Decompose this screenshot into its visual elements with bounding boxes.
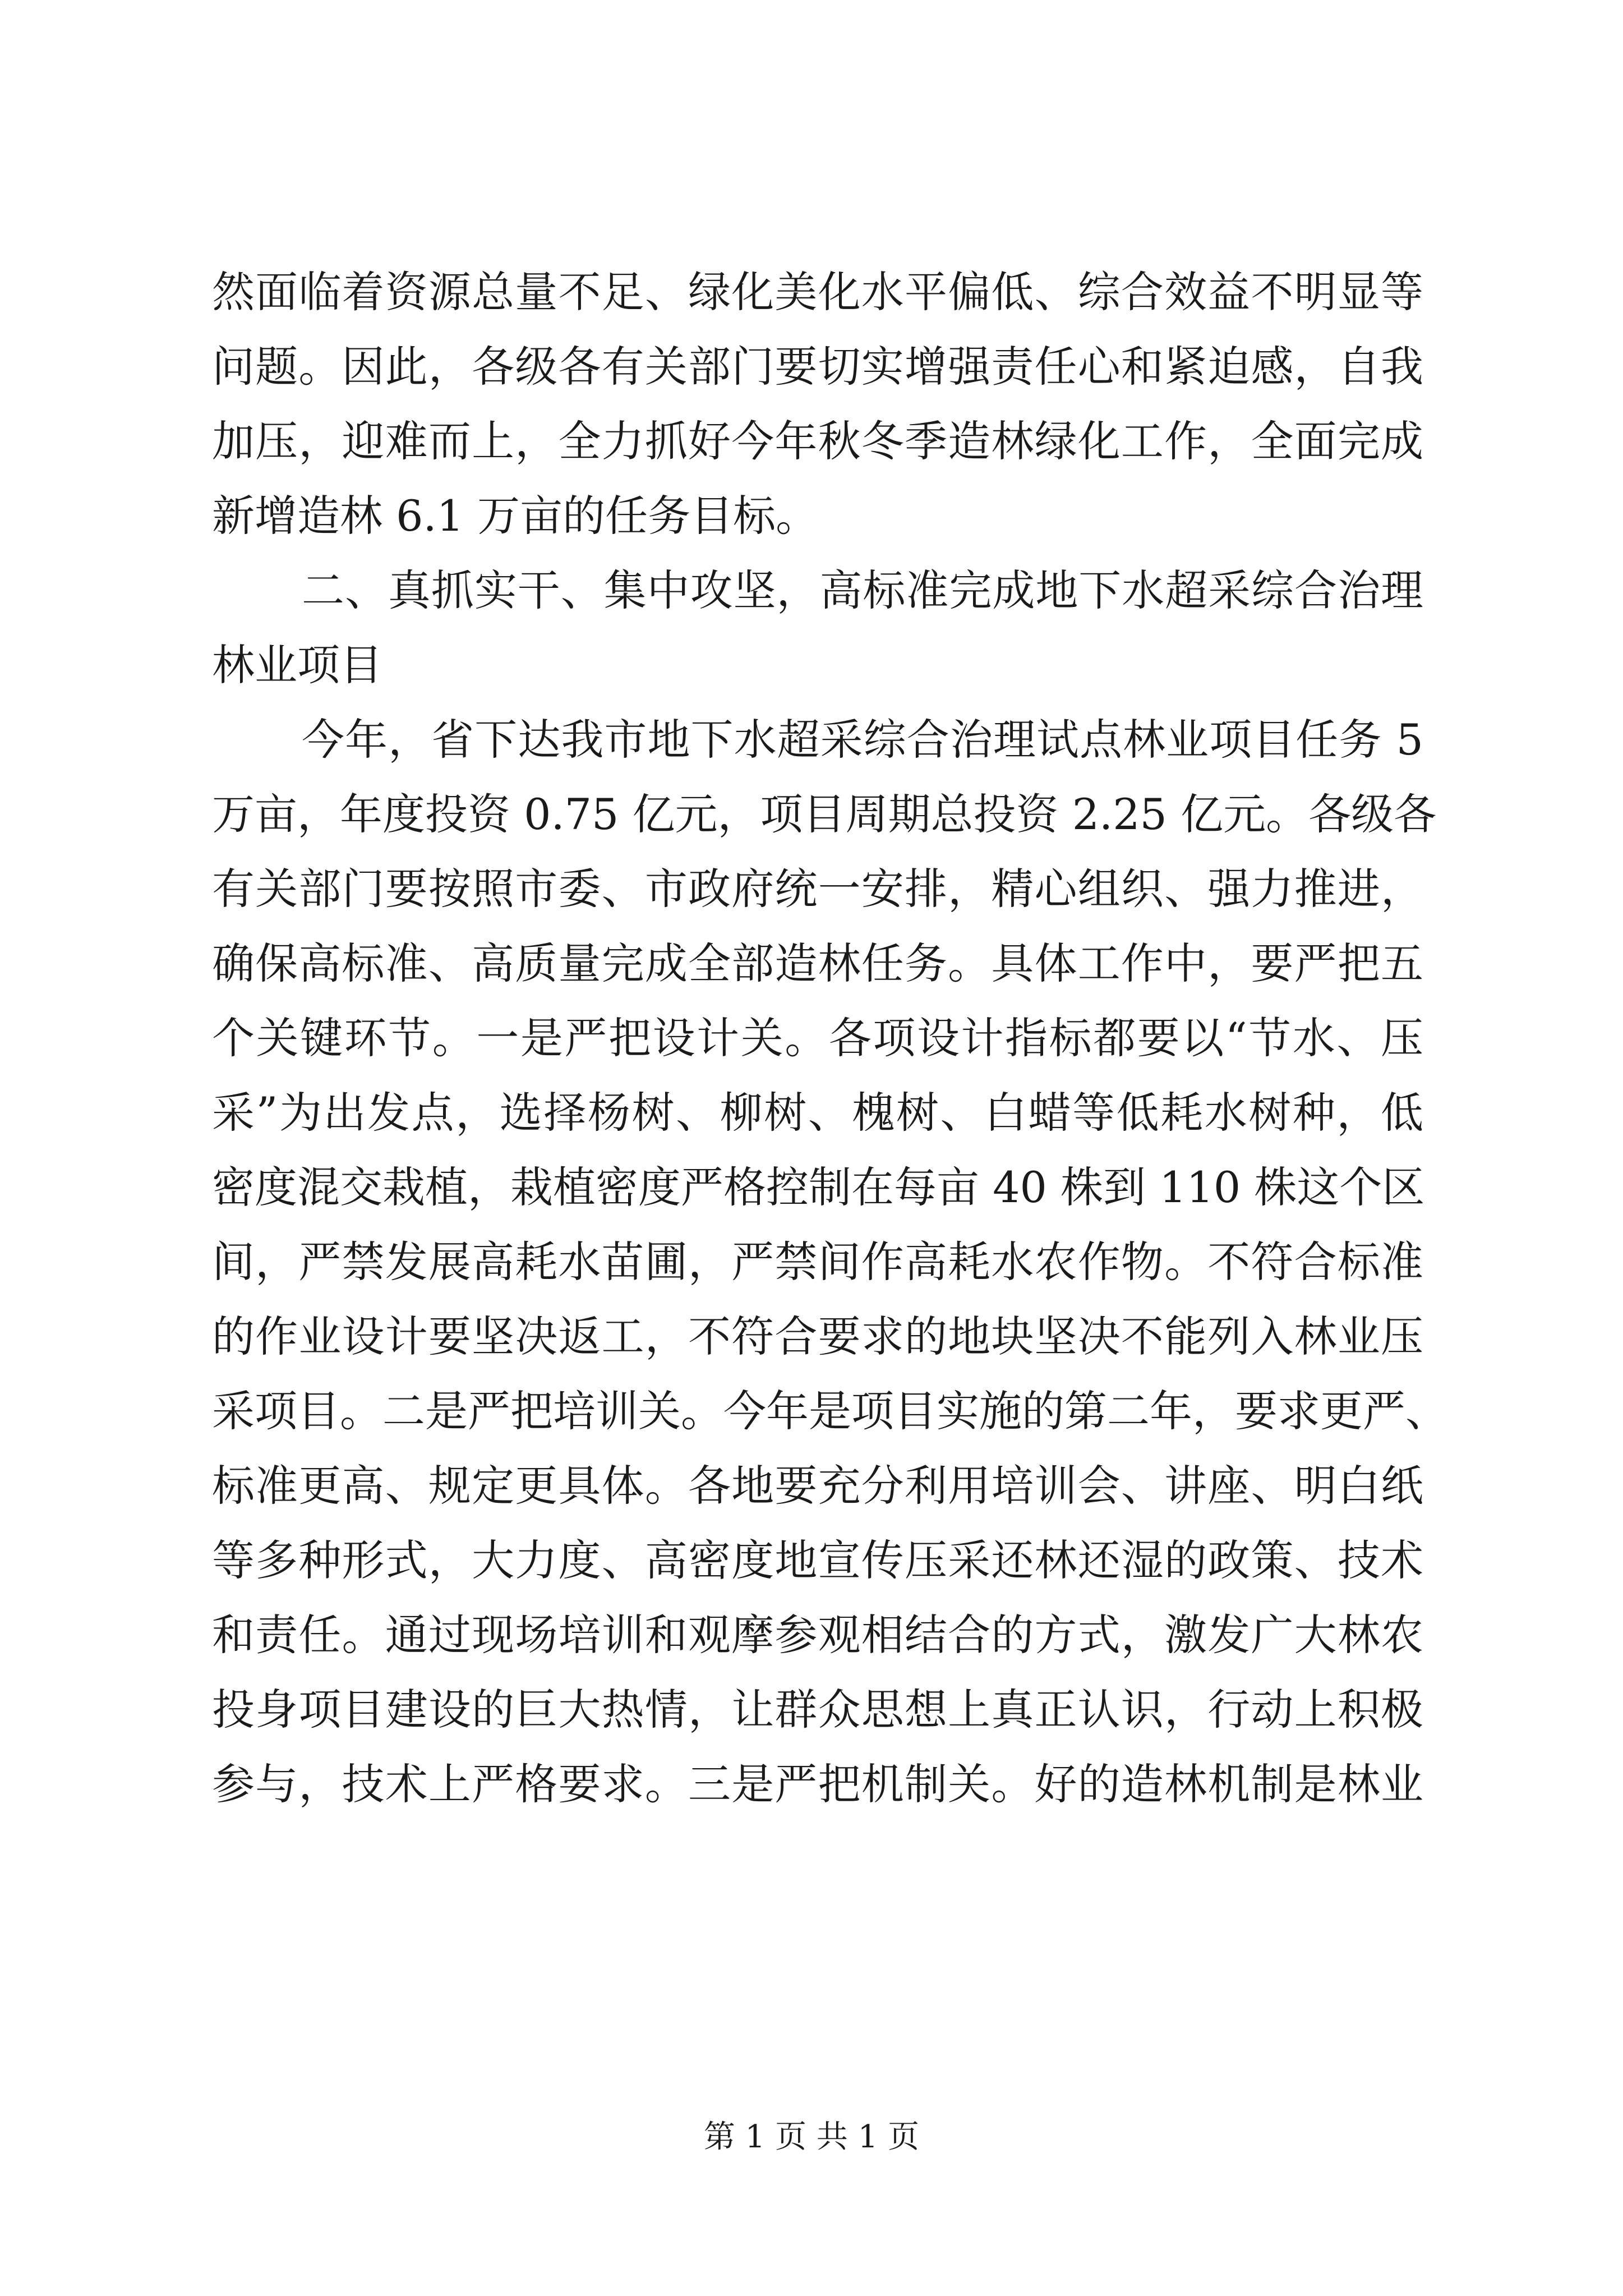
section-heading-line: 林业项目 <box>212 640 382 690</box>
text-line: 参与，技术上严格要求。三是严把机制关。好的造林机制是林业 <box>212 1759 1423 1809</box>
page-footer <box>0 2115 1623 2160</box>
page-number: 第 1 页 共 1 页 <box>703 2119 920 2155</box>
text-line: 有关部门要按照市委、市政府统一安排，精心组织、强力推进， <box>212 864 1423 914</box>
text-line: 采”为出发点，选择杨树、柳树、槐树、白蜡等低耗水树种，低 <box>212 1088 1423 1138</box>
text-line: 问题。因此，各级各有关部门要切实增强责任心和紧迫感，自我 <box>212 342 1423 392</box>
text-line: 个关键环节。一是严把设计关。各项设计指标都要以“节水、压 <box>212 1013 1423 1063</box>
text-line: 和责任。通过现场培训和观摩参观相结合的方式，激发广大林农 <box>212 1610 1423 1660</box>
text-line: 密度混交栽植，栽植密度严格控制在每亩 40 株到 110 株这个区 <box>212 1162 1425 1212</box>
text-line: 采项目。二是严把培训关。今年是项目实施的第二年，要求更严、 <box>212 1386 1448 1436</box>
text-line: 新增造林 6.1 万亩的任务目标。 <box>212 491 819 541</box>
text-line: 的作业设计要坚决返工，不符合要求的地块坚决不能列入林业压 <box>212 1312 1423 1361</box>
text-line: 万亩，年度投资 0.75 亿元，项目周期总投资 2.25 亿元。各级各 <box>212 789 1437 839</box>
text-line: 然面临着资源总量不足、绿化美化水平偏低、综合效益不明显等 <box>212 267 1423 317</box>
text-line: 等多种形式，大力度、高密度地宣传压采还林还湿的政策、技术 <box>212 1535 1423 1585</box>
text-line: 加压，迎难而上，全力抓好今年秋冬季造林绿化工作，全面完成 <box>212 416 1423 466</box>
text-line: 间，严禁发展高耗水苗圃，严禁间作高耗水农作物。不符合标准 <box>212 1237 1423 1287</box>
section-heading-line: 二、真抓实干、集中攻坚，高标准完成地下水超采综合治理 <box>302 565 1423 615</box>
text-line: 确保高标准、高质量完成全部造林任务。具体工作中，要严把五 <box>212 938 1423 988</box>
text-line: 投身项目建设的巨大热情，让群众思想上真正认识，行动上积极 <box>212 1685 1423 1734</box>
text-line: 标准更高、规定更具体。各地要充分利用培训会、讲座、明白纸 <box>212 1461 1423 1511</box>
text-line: 今年，省下达我市地下水超采综合治理试点林业项目任务 5 <box>302 715 1423 765</box>
document-body <box>212 255 1448 1821</box>
